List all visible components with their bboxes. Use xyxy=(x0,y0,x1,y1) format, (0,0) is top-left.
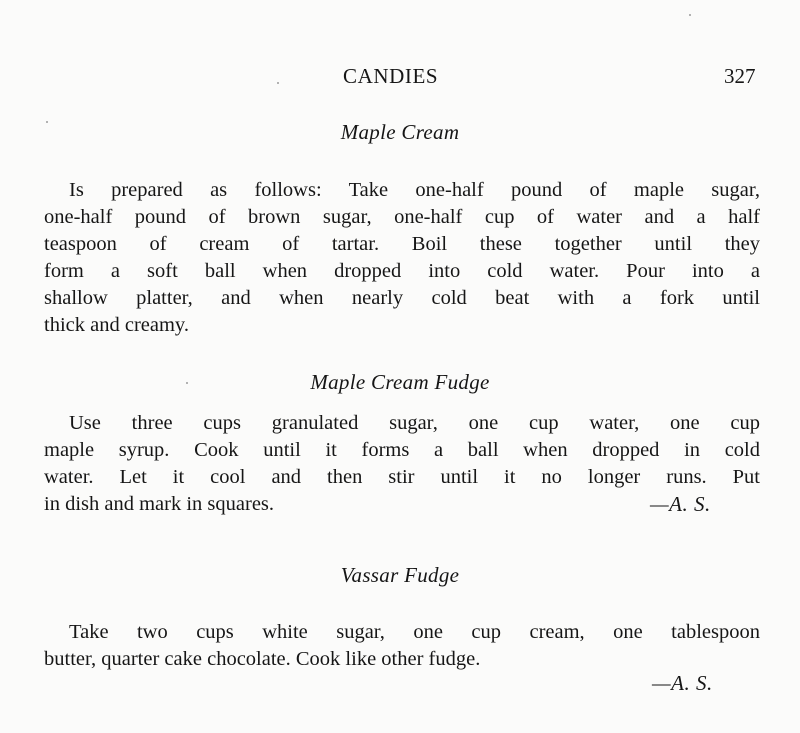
recipe-line: maple syrup. Cook until it forms a ball when dropped in cold xyxy=(44,439,760,461)
scan-speck xyxy=(46,121,48,123)
section-title: CANDIES xyxy=(343,64,439,88)
scan-speck xyxy=(277,82,279,84)
recipe-line: one-half pound of brown sugar, one-half cup of water and a half xyxy=(44,206,760,228)
recipe-title: Maple Cream Fudge xyxy=(310,370,490,394)
recipe-line: Is prepared as follows: Take one-half pound of maple sugar, xyxy=(69,179,760,201)
recipe-line: thick and creamy. xyxy=(44,314,189,336)
recipe-title: Vassar Fudge xyxy=(340,563,460,587)
recipe-attribution: —A. S. xyxy=(652,671,713,695)
page-number: 327 xyxy=(724,64,756,88)
scan-speck xyxy=(689,14,691,16)
recipe-line: water. Let it cool and then stir until it no longer runs. Put xyxy=(44,466,760,488)
recipe-line: form a soft ball when dropped into cold water. Pour into a xyxy=(44,260,760,282)
recipe-title: Maple Cream xyxy=(340,120,460,144)
recipe-line: shallow platter, and when nearly cold beat with a fork until xyxy=(44,287,760,309)
recipe-line: Use three cups granulated sugar, one cup water, one cup xyxy=(69,412,760,434)
running-head xyxy=(0,64,800,92)
recipe-line: in dish and mark in squares. xyxy=(44,493,275,515)
recipe-line: Take two cups white sugar, one cup cream, one tablespoon xyxy=(69,621,760,643)
scan-speck xyxy=(186,382,188,384)
recipe-line: butter, quarter cake chocolate. Cook like other fudge. xyxy=(44,648,481,670)
recipe-line: teaspoon of cream of tartar. Boil these together until they xyxy=(44,233,760,255)
recipe-attribution: —A. S. xyxy=(650,492,711,516)
